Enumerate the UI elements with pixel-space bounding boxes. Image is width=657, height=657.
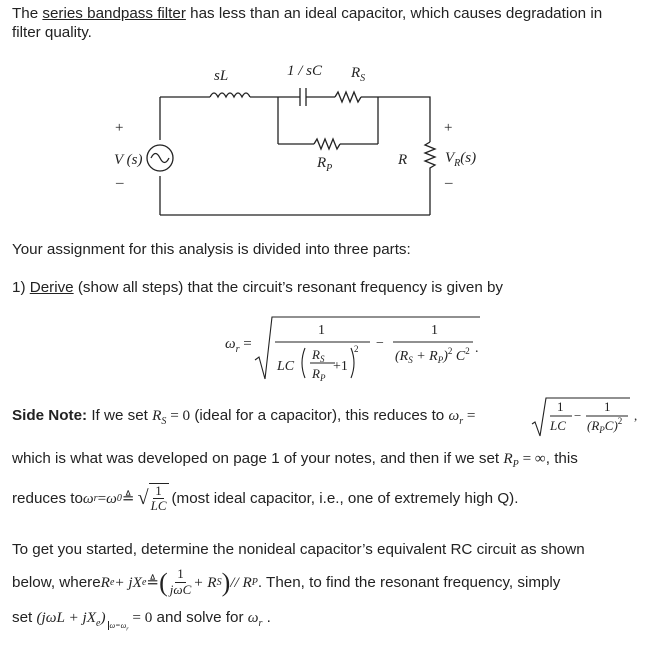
frac2-den: $(R_S + R_P)^2$ $C^2$ [395, 346, 470, 365]
start-line-1: To get you started, determine the nonideal capacitor’s equivalent RC circuit as shown [12, 541, 585, 558]
label-output: $V_R(s)$ [445, 150, 477, 169]
sn-f1-num: 1 [557, 399, 564, 414]
start-line-2: below, where R e + jX e ≜ ( $\frac{1}{\text{jωC}}$ + R S ) // R P . Then, to find the resonant frequency, simply [12, 566, 561, 597]
plus-right: + [444, 120, 453, 136]
sn-f1-den: LC [550, 418, 566, 433]
expr-close: ) [100, 609, 106, 626]
derive-link[interactable]: Derive [29, 279, 74, 296]
frac-1-over-jwc [168, 567, 193, 597]
sn-comma: , [634, 408, 638, 423]
start-line-3 [12, 608, 271, 640]
omega-r-2: ω [82, 489, 94, 507]
intro-line-2: filter quality. [12, 24, 92, 41]
fr-den: jωC [169, 581, 192, 597]
sn-minus: − [574, 408, 582, 423]
fr-num: 1 [177, 566, 184, 582]
series-bandpass-filter-link[interactable]: series bandpass filter [42, 5, 186, 22]
xe-sub: e [141, 576, 147, 588]
plus-one: +1 [333, 359, 348, 374]
frac1-lc: LC [277, 359, 295, 374]
resistor-r [425, 142, 435, 215]
label-sL: sL [214, 68, 229, 84]
label-rs: $R_S$ [351, 65, 366, 84]
minus-right: – [445, 175, 453, 191]
circuit-diagram [100, 52, 520, 222]
expr-sub: e [96, 618, 101, 630]
sn-f2-den: $(R_PC)^2$ [587, 416, 623, 435]
which-text: which is what was developed on page 1 of your notes, and then if we set [12, 450, 504, 467]
side-note-text-2: (ideal for a capacitor), this reduces to [190, 407, 449, 424]
label-cap: 1 / sC [287, 63, 323, 79]
plus-rs-sub: S [216, 576, 222, 588]
set-text: set [12, 609, 37, 626]
omega-0: ω [106, 489, 117, 507]
equals-zero: = 0 [128, 609, 153, 626]
rd-num: 1 [155, 482, 162, 498]
equals: = [463, 407, 476, 424]
solve-text: and solve for [152, 609, 248, 626]
omega-r: ω [448, 407, 460, 424]
minus-left: – [116, 175, 124, 191]
assignment-intro: Your assignment for this analysis is divided into three parts: [12, 241, 411, 258]
def-equals-2: ≜ [146, 573, 160, 591]
omega-0-sub: 0 [116, 492, 122, 504]
inductor [210, 93, 250, 97]
part-1-text: (show all steps) that the circuit’s resonant frequency is given by [73, 279, 504, 296]
eq-minus: − [376, 336, 384, 351]
equation-resonant-frequency [225, 312, 485, 390]
omega-r-sub-3: r [258, 618, 263, 630]
jx-symbol: + jX [114, 573, 142, 591]
re-sub: e [109, 576, 115, 588]
sn-f2-num: 1 [604, 399, 611, 414]
square-2: 2 [447, 346, 453, 356]
rp-value: = ∞ [518, 450, 546, 467]
part-1-number: 1) [12, 279, 30, 296]
rp-sub: P [512, 459, 519, 471]
rs-value: = 0 [166, 407, 191, 424]
end-dot: . [262, 609, 271, 626]
rp-symbol: R [503, 450, 513, 467]
sqrt-1-over-lc: √ $\frac{1}{LC}$ [137, 482, 167, 513]
square-1: 2 [354, 344, 359, 354]
parallel-rp-sub: P [251, 576, 258, 588]
parallel-rp: // R [230, 573, 252, 591]
resistor-rp [314, 139, 340, 149]
part-1 [12, 278, 503, 297]
eq-dot: . [475, 341, 479, 356]
equals-2: = [97, 489, 107, 507]
side-note-formula [530, 396, 654, 440]
intro-text-rest: has less than an ideal capacitor, which causes degradation in [185, 5, 603, 22]
label-source: V (s) [114, 152, 143, 168]
rd-den: LC [150, 498, 167, 513]
re-symbol: R [100, 573, 110, 591]
reduces-text: reduces to [12, 489, 83, 507]
line-reduces [12, 478, 518, 518]
inner-den: $R_P$ [312, 366, 326, 383]
frac2-num: 1 [431, 323, 438, 338]
def-equals: ≜ [121, 489, 135, 507]
plus-left: + [115, 120, 124, 136]
omega-r-3: ω [247, 609, 259, 626]
omega-r-sub-2: r [93, 492, 98, 504]
side-note [12, 406, 475, 431]
which-text-2: , this [545, 450, 578, 467]
intro-line-1 [12, 4, 602, 23]
wire-top-right [378, 97, 430, 142]
line-which [12, 449, 578, 474]
plus-rs: + R [193, 573, 217, 591]
resistor-rs [335, 92, 361, 102]
frac1-num: 1 [318, 323, 325, 338]
side-note-text: If we set [87, 407, 153, 424]
below-text: below, where [12, 573, 101, 591]
inner-num: $R_S$ [312, 347, 325, 364]
label-rp: $R_P$ [317, 155, 333, 174]
sine-icon [151, 154, 169, 163]
reduces-text-2: (most ideal capacitor, i.e., one of extremely high Q). [171, 489, 519, 507]
omega-r-sub: r [459, 416, 464, 428]
intro-text: The [12, 5, 43, 22]
label-r: R [398, 152, 408, 168]
rs-symbol: R [152, 407, 162, 424]
rs-sub: S [161, 416, 167, 428]
then-text: . Then, to find the resonant frequency, simply [257, 573, 561, 591]
eq-lhs: $\omega_r$ = [225, 336, 252, 355]
eval-at: ω=ωr [109, 621, 129, 633]
side-note-label: Side Note: [12, 407, 88, 424]
expr: (jωL + jX [36, 609, 96, 626]
